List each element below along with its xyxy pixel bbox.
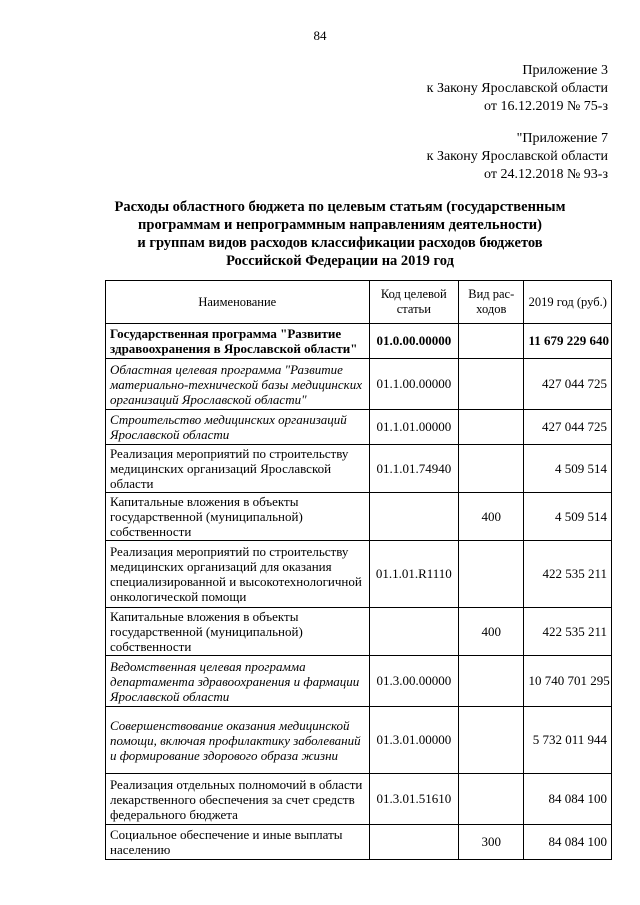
cell-type: 400 bbox=[459, 493, 524, 541]
cell-name: Реализация мероприятий по строительству медицинских организаций Ярославской области bbox=[106, 445, 370, 493]
annex-original bbox=[427, 130, 608, 184]
table-row bbox=[106, 493, 612, 541]
cell-amount: 427 044 725 bbox=[524, 410, 612, 445]
title-line: программам и непрограммным направлениям деятельности) bbox=[138, 217, 542, 233]
cell-amount: 4 509 514 bbox=[524, 493, 612, 541]
annex-current bbox=[427, 62, 608, 116]
annex-current-line3: от 16.12.2019 № 75-з bbox=[484, 99, 608, 114]
cell-amount: 422 535 211 bbox=[524, 608, 612, 656]
cell-type: 400 bbox=[459, 608, 524, 656]
cell-amount: 422 535 211 bbox=[524, 541, 612, 608]
cell-code bbox=[369, 493, 459, 541]
cell-type bbox=[459, 324, 524, 359]
cell-name: Строительство медицинских организаций Ярославской области bbox=[106, 410, 370, 445]
table-body bbox=[106, 324, 612, 860]
cell-code: 01.1.01.74940 bbox=[369, 445, 459, 493]
cell-name: Областная целевая программа "Развитие материально-технической базы медицинских организаций Ярославской области" bbox=[106, 359, 370, 410]
cell-name: Социальное обеспечение и иные выплаты населению bbox=[106, 825, 370, 860]
cell-code: 01.1.00.00000 bbox=[369, 359, 459, 410]
table-row bbox=[106, 707, 612, 774]
header-type: Вид рас-ходов bbox=[459, 281, 524, 324]
table-row bbox=[106, 359, 612, 410]
cell-type: 300 bbox=[459, 825, 524, 860]
cell-type bbox=[459, 774, 524, 825]
cell-amount: 427 044 725 bbox=[524, 359, 612, 410]
header-code: Код целевой статьи bbox=[369, 281, 459, 324]
cell-amount: 10 740 701 295 bbox=[524, 656, 612, 707]
annex-current-line1: Приложение 3 bbox=[522, 63, 608, 78]
cell-code: 01.1.01.R1110 bbox=[369, 541, 459, 608]
cell-type bbox=[459, 359, 524, 410]
table-row bbox=[106, 410, 612, 445]
table-row bbox=[106, 774, 612, 825]
cell-type bbox=[459, 445, 524, 493]
cell-type bbox=[459, 410, 524, 445]
title-line: и группам видов расходов классификации расходов бюджетов bbox=[137, 235, 543, 251]
cell-name: Ведомственная целевая программа департамента здравоохранения и фармации Ярославской области bbox=[106, 656, 370, 707]
cell-code: 01.3.01.51610 bbox=[369, 774, 459, 825]
page-number: 84 bbox=[313, 28, 327, 43]
cell-amount: 11 679 229 640 bbox=[524, 324, 612, 359]
cell-name: Государственная программа "Развитие здравоохранения в Ярославской области" bbox=[106, 324, 370, 359]
cell-code bbox=[369, 608, 459, 656]
budget-table bbox=[105, 280, 612, 860]
table-header-row bbox=[106, 281, 612, 324]
cell-type bbox=[459, 707, 524, 774]
cell-amount: 5 732 011 944 bbox=[524, 707, 612, 774]
cell-type bbox=[459, 541, 524, 608]
table-row bbox=[106, 825, 612, 860]
cell-code: 01.3.00.00000 bbox=[369, 656, 459, 707]
table-row bbox=[106, 445, 612, 493]
cell-name: Реализация отдельных полномочий в области лекарственного обеспечения за счет средств федерального бюджета bbox=[106, 774, 370, 825]
cell-amount: 4 509 514 bbox=[524, 445, 612, 493]
cell-code: 01.0.00.00000 bbox=[369, 324, 459, 359]
cell-name: Капитальные вложения в объекты государственной (муниципальной) собственности bbox=[106, 608, 370, 656]
annex-original-line1: "Приложение 7 bbox=[516, 131, 608, 146]
cell-amount: 84 084 100 bbox=[524, 825, 612, 860]
cell-amount: 84 084 100 bbox=[524, 774, 612, 825]
header-amount: 2019 год (руб.) bbox=[524, 281, 612, 324]
table-row bbox=[106, 656, 612, 707]
table-row bbox=[106, 324, 612, 359]
cell-name: Реализация мероприятий по строительству медицинских организаций для оказания специализированной и высокотехнологичной онкологической помощи bbox=[106, 541, 370, 608]
title-line: Российской Федерации на 2019 год bbox=[226, 253, 454, 269]
annex-original-line2: к Закону Ярославской области bbox=[426, 149, 608, 164]
cell-code bbox=[369, 825, 459, 860]
table-row bbox=[106, 608, 612, 656]
header-name: Наименование bbox=[106, 281, 370, 324]
cell-code: 01.1.01.00000 bbox=[369, 410, 459, 445]
cell-type bbox=[459, 656, 524, 707]
annex-original-line3: от 24.12.2018 № 93-з bbox=[484, 167, 608, 182]
table-row bbox=[106, 541, 612, 608]
cell-code: 01.3.01.00000 bbox=[369, 707, 459, 774]
title-line: Расходы областного бюджета по целевым статьям (государственным bbox=[114, 199, 566, 215]
cell-name: Капитальные вложения в объекты государственной (муниципальной) собственности bbox=[106, 493, 370, 541]
cell-name: Совершенствование оказания медицинской помощи, включая профилактику заболеваний и формирование здорового образа жизни bbox=[106, 707, 370, 774]
annex-current-line2: к Закону Ярославской области bbox=[426, 81, 608, 96]
document-title bbox=[60, 198, 620, 270]
